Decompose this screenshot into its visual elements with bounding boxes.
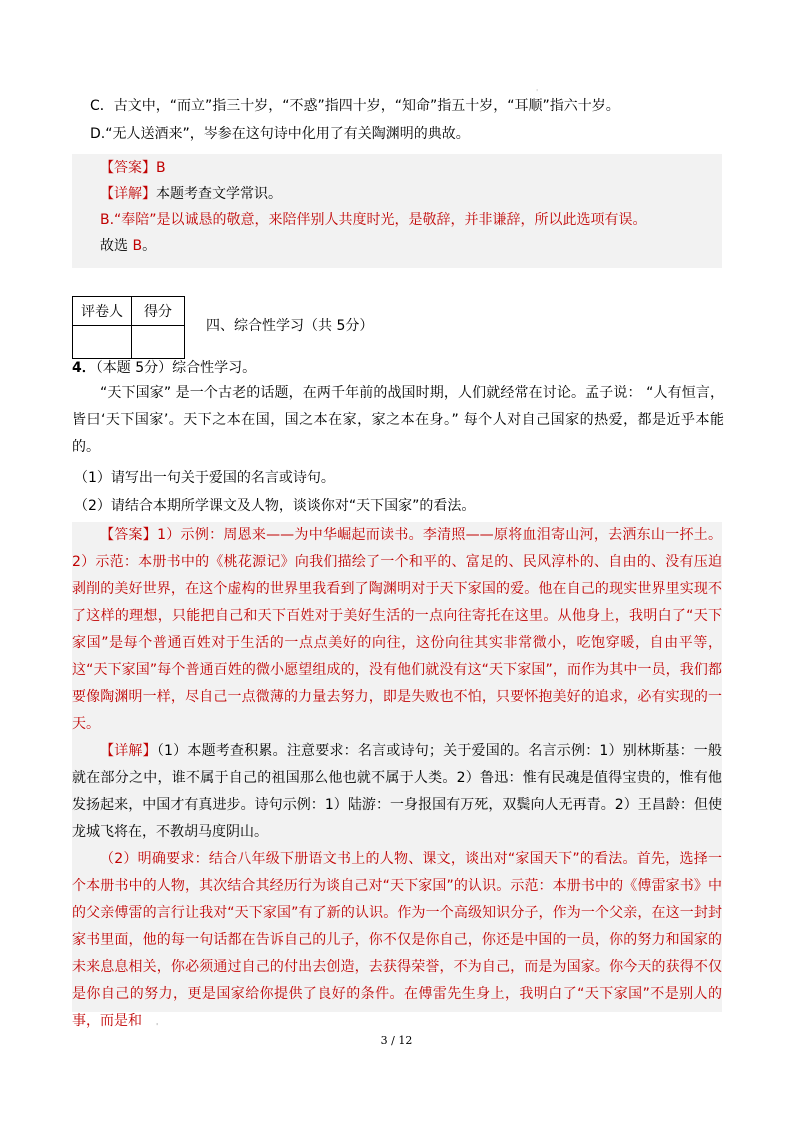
answer-4-label: 【答案】 xyxy=(100,527,158,543)
question-stem-text: （本题 5分）综合性学习。 xyxy=(95,360,257,376)
prev-detail-line2: B.“奉陪”是以诚恳的敬意，来陪伴别人共度时光，是敬辞，并非谦辞，所以此选项有误。 xyxy=(100,212,647,228)
question-4-sub2: （2）请结合本期所学课文及人物，谈谈你对“天下国家”的看法。 xyxy=(74,498,476,514)
passage-text: “天下国家” 是一个古老的话题，在两千年前的战国时期，人们就经常在讨论。孟子说： “人有恒言，皆曰‘天下国家’。天下之本在国，国之本在家，家之本在身。” 每个人对自己国家的热爱，都是近乎本能的。 xyxy=(72,385,724,455)
prev-detail-line xyxy=(100,184,282,204)
scan-mark: ' xyxy=(156,1022,159,1031)
detail-label: 【详解】 xyxy=(100,186,156,202)
answer-value: B xyxy=(156,160,166,176)
prev-answer-block xyxy=(72,154,722,268)
detail-4-paragraph2: （2）明确要求：结合八年级下册语文书上的人物、课文，谈出对“家国天下”的看法。首先，选择一个本册书中的人物，其次结合其经历行为谈自己对“天下家国”的认识。示范：本册书中的《傅雷家书》中的父亲傅雷的言行让我对“天下家国”有了新的认识。作为一个高级知识分子，作为一个父亲，在这一封封家书里面，他的每一句话都在告诉自己的儿子，你不仅是你自己，你还是中国的一员，你的努力和国家的未来息息相关，你必须通过自己的付出去创造，去获得荣誉，不为自己，而是为国家。你今天的获得不仅是你自己的努力，更是国家给你提供了良好的条件。在傅雷先生身上，我明白了“天下家国”不是别人的事，而是和 xyxy=(72,851,722,1029)
score-table-grader-cell[interactable] xyxy=(73,326,132,359)
answer-label: 【答案】 xyxy=(100,160,156,176)
answer-4-paragraph xyxy=(72,522,722,738)
score-table-score-header: 得分 xyxy=(132,297,185,326)
option-d: D.“无人送酒来”，岑参在这句诗中化用了有关陶渊明的典故。 xyxy=(90,126,470,142)
answer-4-block xyxy=(72,522,723,1029)
section-title: 四、综合性学习（共 5分） xyxy=(206,318,374,334)
question-4-passage xyxy=(72,380,724,461)
scan-mark: ' xyxy=(536,88,539,97)
score-table-score-cell[interactable] xyxy=(132,326,185,359)
question-4-stem xyxy=(72,358,256,378)
page-number: 3 / 12 xyxy=(380,1034,413,1047)
question-4-sub1: （1）请写出一句关于爱国的名言或诗句。 xyxy=(74,470,335,486)
detail-text: 本题考查文学常识。 xyxy=(156,186,282,202)
detail-4-label: 【详解】 xyxy=(100,743,157,759)
question-number: 4． xyxy=(72,360,96,376)
prev-conclusion xyxy=(100,236,156,256)
score-table-grader-header: 评卷人 xyxy=(73,297,132,326)
answer-4-content xyxy=(72,522,722,1035)
prev-answer-line xyxy=(100,158,166,178)
option-c: C．古文中，“而立”指三十岁，“不惑”指四十岁，“知命”指五十岁，“耳顺”指六十岁。 xyxy=(90,98,620,114)
conclusion-value: B xyxy=(132,238,143,254)
answer-4-text: 1）示例：周恩来——为中华崛起而读书。李清照——原将血泪寄山河，去洒东山一抔土。2）示范：本册书中的《桃花源记》向我们描绘了一个和平的、富足的、民风淳朴的、自由的、没有压迫剥削的美好世界，在这个虚构的世界里我看到了陶渊明对于天下家国的爱。他在自己的现实世界里实现不了这样的理想，只能把自己和天下百姓对于美好生活的一点向往寄托在这里。从他身上，我明白了“天下家国”是每个普通百姓对于生活的一点点美好的向往，这份向往其实非常微小，吃饱穿暖，自由平等，这“天下家国”每个普通百姓的微小愿望组成的，没有他们就没有这“天下家国”，而作为其中一员，我们都要像陶渊明一样，尽自己一点微薄的力量去努力，即是失败也不怕，只要怀抱美好的追求，必有实现的一天。 xyxy=(72,527,723,732)
conclusion-prefix: 故选 xyxy=(100,238,133,254)
detail-4-paragraph1 xyxy=(72,738,722,846)
detail-4-text1: （1）本题考查积累。注意要求：名言或诗句；关于爱国的。名言示例：1）别林斯基：一般就在部分之中，谁不属于自己的祖国那么他也就不属于人类。2）鲁迅：惟有民魂是值得宝贵的，惟有他发扬起来，中国才有真进步。诗句示例：1）陆游：一身报国有万死，双鬓向人无再青。2）王昌龄：但使龙城飞将在，不教胡马度阴山。 xyxy=(72,743,723,840)
conclusion-suffix: 。 xyxy=(142,238,157,254)
score-table xyxy=(72,296,185,359)
